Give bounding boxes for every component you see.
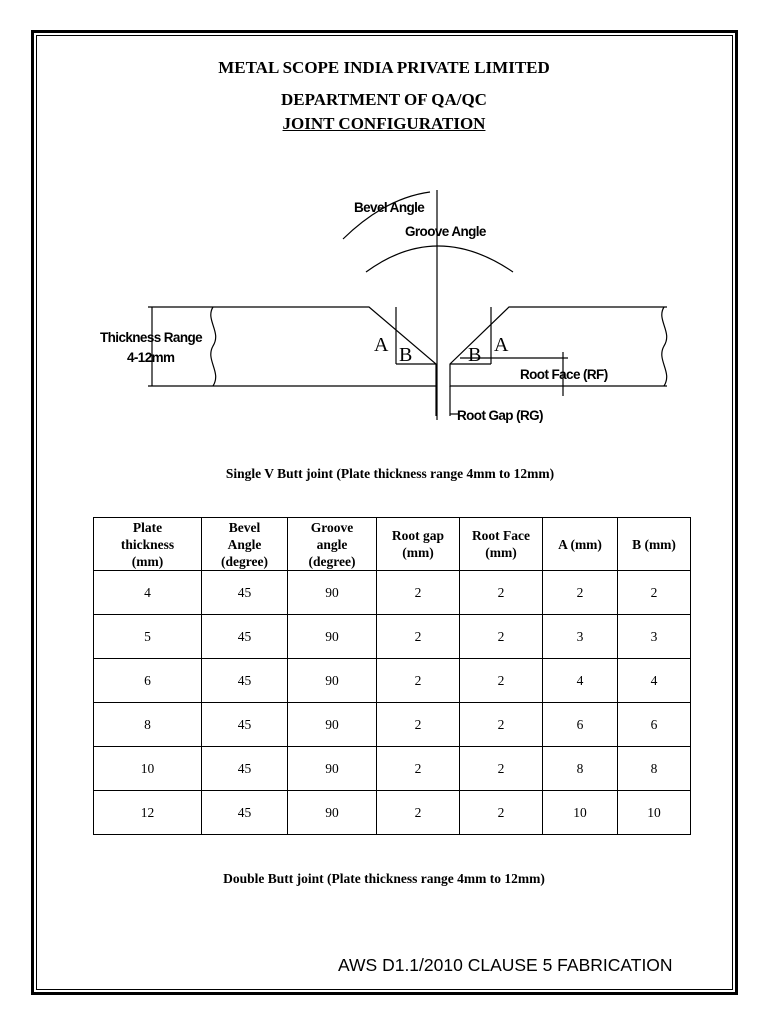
table-cell: 2 — [460, 615, 543, 659]
double-butt-caption: Double Butt joint (Plate thickness range 4mm to 12mm) — [223, 871, 545, 886]
table-cell: 8 — [618, 747, 691, 791]
table-row — [94, 747, 691, 791]
table-header-row — [94, 518, 691, 571]
left-plate-outline — [148, 307, 436, 386]
header-bevel-angle: Bevel Angle (degree) — [202, 518, 288, 571]
table-cell: 45 — [202, 791, 288, 835]
label-b-right: B — [468, 344, 482, 366]
table-cell: 2 — [377, 615, 460, 659]
table-cell: 45 — [202, 747, 288, 791]
table-cell: 3 — [543, 615, 618, 659]
table-cell: 90 — [288, 747, 377, 791]
table-row — [94, 571, 691, 615]
table-cell: 90 — [288, 615, 377, 659]
table-cell: 2 — [377, 747, 460, 791]
table-cell: 2 — [377, 703, 460, 747]
right-break-line — [662, 307, 667, 386]
table-row — [94, 703, 691, 747]
table-body — [94, 571, 691, 835]
table-cell: 2 — [460, 747, 543, 791]
single-v-caption: Single V Butt joint (Plate thickness range 4mm to 12mm) — [225, 466, 555, 481]
table-cell: 90 — [288, 791, 377, 835]
table-cell: 4 — [618, 659, 691, 703]
table-cell: 2 — [618, 571, 691, 615]
table-cell: 45 — [202, 703, 288, 747]
groove-angle-arc — [366, 246, 513, 272]
table-cell: 2 — [377, 571, 460, 615]
table-cell: 6 — [94, 659, 202, 703]
page-border-inner — [36, 35, 733, 990]
thickness-value-label: 4-12mm — [127, 350, 175, 365]
company-name: METAL SCOPE INDIA PRIVATE LIMITED — [218, 58, 550, 77]
groove-angle-label: Groove Angle — [405, 224, 486, 239]
table-cell: 2 — [460, 703, 543, 747]
table-cell: 5 — [94, 615, 202, 659]
table-cell: 4 — [543, 659, 618, 703]
table-cell: 4 — [94, 571, 202, 615]
table-cell: 2 — [460, 571, 543, 615]
table-row — [94, 791, 691, 835]
table-cell: 3 — [618, 615, 691, 659]
header-b: B (mm) — [618, 518, 691, 571]
table-cell: 10 — [618, 791, 691, 835]
label-a-left: A — [374, 334, 389, 356]
label-b-left: B — [399, 344, 413, 366]
joint-spec-table — [93, 517, 691, 835]
table-cell: 45 — [202, 615, 288, 659]
table-cell: 6 — [543, 703, 618, 747]
thickness-range-label: Thickness Range — [100, 330, 203, 345]
bevel-angle-label: Bevel Angle — [354, 200, 425, 215]
table-cell: 8 — [94, 703, 202, 747]
joint-diagram — [0, 180, 768, 440]
header-plate-thickness: Plate thickness (mm) — [94, 518, 202, 571]
table-cell: 2 — [460, 659, 543, 703]
table-cell: 2 — [460, 791, 543, 835]
header-root-gap: Root gap (mm) — [377, 518, 460, 571]
department-title: DEPARTMENT OF QA/QC — [281, 90, 487, 109]
header-root-face: Root Face (mm) — [460, 518, 543, 571]
header-groove-angle: Groove angle (degree) — [288, 518, 377, 571]
table-cell: 2 — [543, 571, 618, 615]
table-cell: 2 — [377, 659, 460, 703]
table-row — [94, 659, 691, 703]
root-face-label: Root Face (RF) — [520, 367, 608, 382]
table-cell: 10 — [94, 747, 202, 791]
left-break-line — [211, 307, 216, 386]
footer-reference: AWS D1.1/2010 CLAUSE 5 FABRICATION — [338, 955, 673, 975]
table-cell: 90 — [288, 703, 377, 747]
table-cell: 45 — [202, 659, 288, 703]
section-title: JOINT CONFIGURATION — [282, 114, 486, 133]
root-gap-label: Root Gap (RG) — [457, 408, 543, 423]
header-a: A (mm) — [543, 518, 618, 571]
table-cell: 10 — [543, 791, 618, 835]
table-cell: 90 — [288, 659, 377, 703]
table-row — [94, 615, 691, 659]
table-cell: 12 — [94, 791, 202, 835]
label-a-right: A — [494, 334, 509, 356]
table-cell: 8 — [543, 747, 618, 791]
table-cell: 45 — [202, 571, 288, 615]
table-cell: 2 — [377, 791, 460, 835]
table-cell: 6 — [618, 703, 691, 747]
table-cell: 90 — [288, 571, 377, 615]
